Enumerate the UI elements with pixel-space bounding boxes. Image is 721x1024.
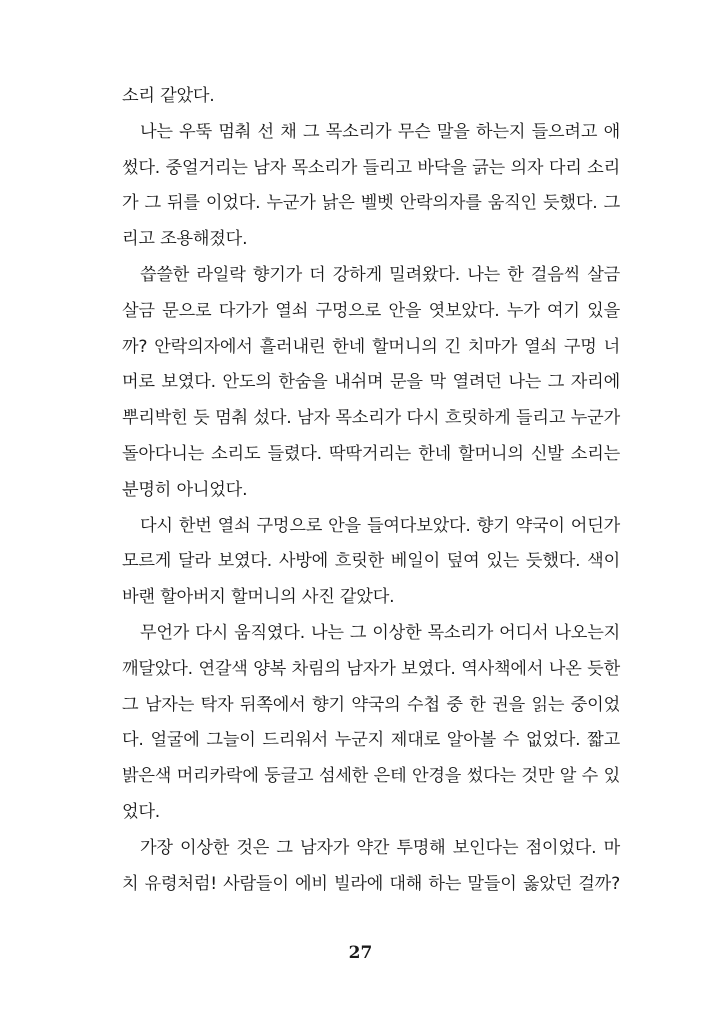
text-line: 치 유령처럼! 사람들이 에비 빌라에 대해 하는 말들이 옳았던 걸까?	[122, 873, 620, 894]
text-line: 소리 같았다.	[122, 86, 215, 106]
text-line: 밝은색 머리카락에 둥글고 섬세한 은테 안경을 썼다는 것만 알 수 있	[122, 766, 620, 787]
text-line: 무언가 다시 움직였다. 나는 그 이상한 목소리가 어디서 나오는지	[140, 622, 620, 643]
text-line: 깨달았다. 연갈색 양복 차림의 남자가 보였다. 역사책에서 나온 듯한	[122, 658, 620, 679]
text-line: 다. 얼굴에 그늘이 드리워서 누군지 제대로 알아볼 수 없었다. 짧고	[122, 730, 620, 751]
text-line: 돌아다니는 소리도 들렸다. 딱딱거리는 한네 할머니의 신발 소리는	[122, 443, 620, 464]
page-number: 27	[348, 943, 373, 963]
text-line: 까? 안락의자에서 흘러내린 한네 할머니의 긴 치마가 열쇠 구멍 너	[122, 336, 620, 357]
text-line: 썼다. 중얼거리는 남자 목소리가 들리고 바닥을 긁는 의자 다리 소리	[122, 157, 620, 178]
text-line: 그 남자는 탁자 뒤쪽에서 향기 약국의 수첩 중 한 권을 읽는 중이었	[122, 694, 620, 715]
text-line: 가 그 뒤를 이었다. 누군가 낡은 벨벳 안락의자를 움직인 듯했다. 그	[122, 193, 620, 214]
text-line: 모르게 달라 보였다. 사방에 흐릿한 베일이 덮여 있는 듯했다. 색이	[122, 551, 620, 572]
text-line: 리고 조용해졌다.	[122, 229, 248, 250]
text-line: 나는 우뚝 멈춰 선 채 그 목소리가 무슨 말을 하는지 들으려고 애	[140, 121, 620, 142]
text-line: 머로 보였다. 안도의 한숨을 내쉬며 문을 막 열려던 나는 그 자리에	[122, 372, 620, 393]
text-line: 다시 한번 열쇠 구멍으로 안을 들여다보았다. 향기 약국이 어딘가	[140, 515, 620, 536]
text-line: 가장 이상한 것은 그 남자가 약간 투명해 보인다는 점이었다. 마	[140, 837, 620, 858]
text-line: 분명히 아니었다.	[122, 479, 248, 500]
text-line: 었다.	[122, 801, 161, 822]
text-line: 씁쓸한 라일락 향기가 더 강하게 밀려왔다. 나는 한 걸음씩 살금	[140, 264, 620, 285]
text-line: 뿌리박힌 듯 멈춰 섰다. 남자 목소리가 다시 흐릿하게 들리고 누군가	[122, 408, 620, 429]
text-line: 살금 문으로 다가가 열쇠 구멍으로 안을 엿보았다. 누가 여기 있을	[122, 300, 620, 321]
text-line: 바랜 할아버지 할머니의 사진 같았다.	[122, 587, 395, 608]
body-text	[122, 79, 620, 902]
